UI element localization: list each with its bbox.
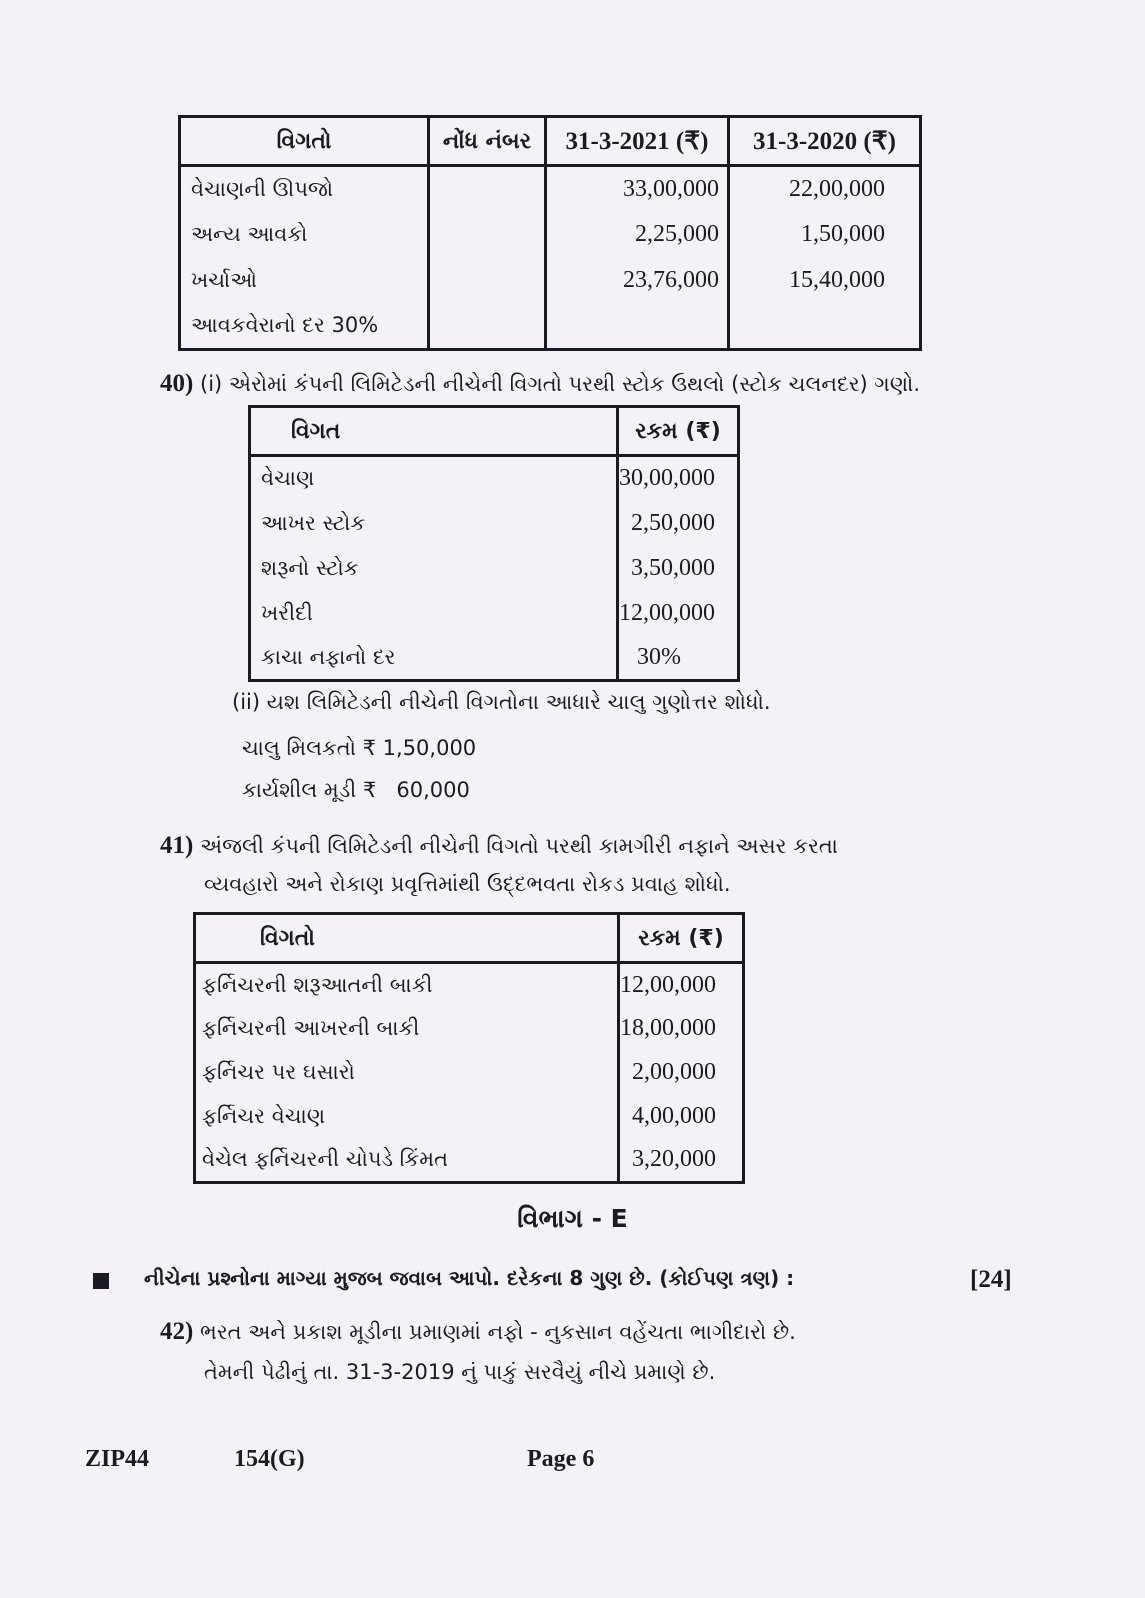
question-number: 40): [160, 370, 194, 397]
table-row: [195, 1095, 744, 1139]
table-cell: ફર્નિચર પર ઘસારો: [195, 1051, 619, 1095]
section-marks: [24]: [970, 1266, 1012, 1293]
table-row: [250, 636, 739, 681]
question-41-line2: વ્યવહારો અને રોકાણ પ્રવૃત્તિમાંથી ઉદ્દભવતા રોકડ પ્રવાહ શોધો.: [204, 872, 731, 896]
table-cell: [729, 304, 921, 350]
column-header: 31-3-2021 (₹): [546, 117, 729, 166]
table-row: [180, 304, 921, 350]
table-cell: શરૂનો સ્ટોક: [250, 546, 618, 591]
column-header: 31-3-2020 (₹): [729, 117, 921, 166]
table-row: [195, 1051, 744, 1095]
column-header: રકમ (₹): [618, 407, 739, 456]
table-cell: 23,76,000: [546, 258, 729, 304]
question-42-line2: તેમની પેઢીનું તા. 31-3-2019 નું પાકું સરવૈયું નીચે પ્રમાણે છે.: [204, 1360, 716, 1384]
footer-paper: 154(G): [234, 1446, 305, 1472]
table-cell: ફર્નિચરની શરૂઆતની બાકી: [195, 963, 619, 1007]
footer-page-number: Page 6: [527, 1446, 595, 1472]
table-cell: ખર્ચાઓ: [180, 258, 429, 304]
table-cell: 1,50,000: [801, 221, 885, 247]
question-41-line1: અંજલી કંપની લિમિટેડની નીચેની વિગતો પરથી કામગીરી નફાને અસર કરતા: [200, 834, 838, 858]
table-cell: 22,00,000: [789, 175, 885, 202]
table-row: [195, 1139, 744, 1183]
table-cell: 2,50,000: [631, 509, 715, 536]
table-cell: 3,50,000: [631, 554, 715, 581]
furniture-table: [193, 912, 745, 1184]
table-cell: 30,00,000: [619, 465, 715, 492]
table-cell: 18,00,000: [620, 1015, 716, 1041]
table-cell: 12,00,000: [620, 971, 716, 998]
table-row: [250, 456, 739, 501]
column-header: વિગત: [250, 407, 618, 456]
column-header: રકમ (₹): [619, 914, 744, 963]
table-row: [180, 258, 921, 304]
table-cell: 30%: [637, 643, 681, 670]
column-header: નોંધ નંબર: [429, 117, 546, 166]
current-assets-line: ચાલુ મિલકતો ₹ 1,50,000: [242, 736, 477, 760]
table-cell: 33,00,000: [546, 166, 729, 212]
section-title: વિભાગ - E: [517, 1204, 628, 1233]
table-cell: 2,00,000: [632, 1059, 716, 1085]
working-capital-line: કાર્યશીલ મૂડી ₹ 60,000: [242, 778, 470, 802]
table-cell: [429, 212, 546, 258]
question-40-part2: (ii) યશ લિમિટેડની નીચેની વિગતોના આધારે ચાલુ ગુણોત્તર શોધો.: [232, 690, 771, 714]
table-cell: વેચેલ ફર્નિચરની ચોપડે કિંમત: [195, 1139, 619, 1183]
question-42-line1: ભરત અને પ્રકાશ મૂડીના પ્રમાણમાં નફો - નુકસાન વહેંચતા ભાગીદારો છે.: [200, 1320, 796, 1344]
table-row: [250, 591, 739, 636]
table-cell: [429, 166, 546, 212]
table-cell: અન્ય આવકો: [180, 212, 429, 258]
table-cell: વેચાણ: [250, 456, 618, 501]
table-cell: ખરીદી: [250, 591, 618, 636]
income-table: [178, 115, 922, 351]
question-40-part1: (i) એરોમાં કંપની લિમિટેડની નીચેની વિગતો પરથી સ્ટોક ઉથલો (સ્ટોક ચલનદર) ગણો.: [200, 372, 920, 396]
table-cell: 15,40,000: [789, 267, 885, 293]
table-cell: [429, 258, 546, 304]
question-number: 42): [160, 1318, 194, 1345]
table-cell: 2,25,000: [546, 212, 729, 258]
stock-table: [248, 405, 740, 682]
table-cell: કાચા નફાનો દર: [250, 636, 618, 681]
table-cell: આવકવેરાનો દર 30%: [180, 304, 429, 350]
table-cell: [546, 304, 729, 350]
table-cell: 4,00,000: [632, 1103, 716, 1129]
column-header: વિગતો: [180, 117, 429, 166]
table-cell: [429, 304, 546, 350]
table-row: [180, 166, 921, 212]
table-row: [195, 1007, 744, 1051]
table-cell: વેચાણની ઊપજો: [180, 166, 429, 212]
column-header: વિગતો: [195, 914, 619, 963]
table-cell: ફર્નિચરની આખરની બાકી: [195, 1007, 619, 1051]
table-row: [250, 546, 739, 591]
section-instruction: નીચેના પ્રશ્નોના માગ્યા મુજબ જવાબ આપો. દરેકના 8 ગુણ છે. (કોઈપણ ત્રણ) :: [144, 1266, 795, 1290]
table-cell: ફર્નિચર વેચાણ: [195, 1095, 619, 1139]
table-row: [195, 963, 744, 1007]
question-41-text: [160, 832, 838, 860]
table-cell: 3,20,000: [632, 1146, 716, 1173]
table-header: [250, 407, 739, 456]
table-cell: 12,00,000: [619, 599, 715, 626]
footer-code: ZIP44: [85, 1446, 150, 1472]
bullet-square-icon: [93, 1273, 109, 1289]
table-header: [180, 117, 921, 166]
table-row: [180, 212, 921, 258]
question-40-text: [160, 370, 920, 398]
question-42-text: [160, 1318, 796, 1346]
table-row: [250, 501, 739, 546]
table-cell: આખર સ્ટોક: [250, 501, 618, 546]
table-header: [195, 914, 744, 963]
question-number: 41): [160, 832, 194, 859]
